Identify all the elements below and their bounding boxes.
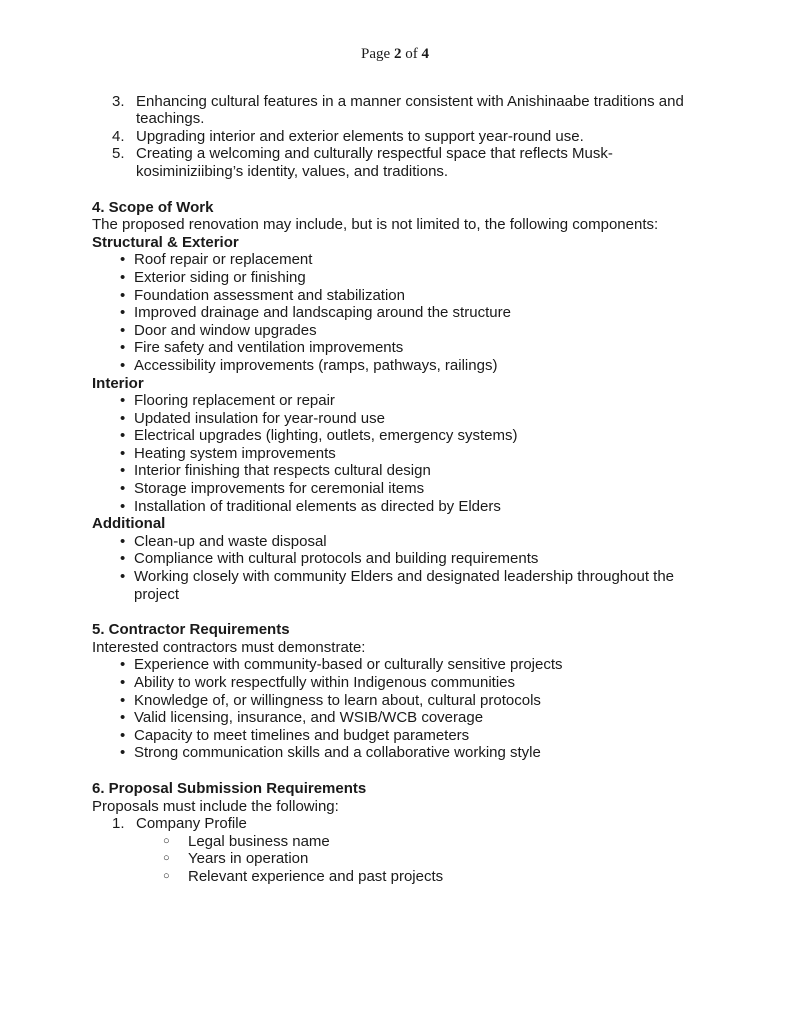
bullet-item xyxy=(92,480,698,498)
bullet-item xyxy=(92,392,698,410)
bullet-item xyxy=(92,357,698,375)
bullet-icon: • xyxy=(120,356,126,374)
bullet-item xyxy=(92,674,698,692)
bullet-item xyxy=(92,568,698,603)
bullet-item xyxy=(92,287,698,305)
bullet-text: Fire safety and ventilation improvements xyxy=(134,339,404,357)
list-item-text: Creating a welcoming and culturally respectful space that reflects Musk-kosiminiziibing’s identity, values, and traditions. xyxy=(136,145,613,180)
bullet-icon: • xyxy=(120,427,126,445)
contractor-intro-paragraph: Interested contractors must demonstrate: xyxy=(92,638,366,656)
bullet-item xyxy=(92,269,698,287)
bullet-text: Interior finishing that respects cultural design xyxy=(134,462,431,480)
bullet-icon: • xyxy=(120,744,126,762)
page-label-of: of xyxy=(401,46,422,62)
bullet-item xyxy=(92,692,698,710)
bullet-icon: • xyxy=(120,251,126,269)
page-total: 4 xyxy=(421,46,429,62)
bullet-item xyxy=(92,533,698,551)
bullet-item xyxy=(92,304,698,322)
list-number: 3. xyxy=(112,92,125,110)
bullet-text: Updated insulation for year-round use xyxy=(134,409,385,427)
bullet-text: Installation of traditional elements as directed by Elders xyxy=(134,497,501,515)
bullet-item xyxy=(92,550,698,568)
sub-bullet-item xyxy=(92,850,698,868)
bullet-text: Roof repair or replacement xyxy=(134,251,313,269)
numbered-list-item xyxy=(92,145,698,180)
subheading-additional: Additional xyxy=(92,515,166,533)
list-item-text: Company Profile xyxy=(136,815,247,833)
bullet-item xyxy=(92,709,698,727)
sub-bullet-text: Relevant experience and past projects xyxy=(188,867,444,885)
bullet-icon: • xyxy=(120,444,126,462)
list-item-text: Enhancing cultural features in a manner consistent with Anishinaabe traditions and teachings. xyxy=(136,92,684,128)
bullet-text: Valid licensing, insurance, and WSIB/WCB coverage xyxy=(134,709,484,727)
bullet-item xyxy=(92,744,698,762)
bullet-icon: • xyxy=(120,339,126,357)
list-number: 1. xyxy=(112,815,125,833)
bullet-icon: • xyxy=(120,709,126,727)
bullet-icon: • xyxy=(120,497,126,515)
bullet-text: Strong communication skills and a collaborative working style xyxy=(134,744,541,762)
bullet-item xyxy=(92,445,698,463)
list-item-text: Upgrading interior and exterior elements to support year-round use. xyxy=(136,127,584,145)
page-label-prefix: Page xyxy=(361,46,394,62)
proposal-intro-paragraph: Proposals must include the following: xyxy=(92,797,339,815)
bullet-item xyxy=(92,656,698,674)
bullet-text: Ability to work respectfully within Indigenous communities xyxy=(134,674,515,691)
numbered-list-item xyxy=(92,93,698,128)
bullet-icon: • xyxy=(120,321,126,339)
document-content xyxy=(92,93,698,886)
bullet-text: Electrical upgrades (lighting, outlets, emergency systems) xyxy=(134,427,518,445)
bullet-item xyxy=(92,727,698,745)
section-heading-contractor-requirements: 5. Contractor Requirements xyxy=(92,621,290,639)
bullet-icon: • xyxy=(120,674,126,691)
sub-bullet-item xyxy=(92,868,698,886)
circle-bullet-icon: ○ xyxy=(163,869,170,882)
sub-bullet-item xyxy=(92,833,698,851)
blank-line xyxy=(92,762,698,780)
bullet-item xyxy=(92,251,698,269)
bullet-text: Flooring replacement or repair xyxy=(134,392,335,410)
blank-line xyxy=(92,603,698,621)
circle-bullet-icon: ○ xyxy=(163,852,170,865)
bullet-icon: • xyxy=(120,304,126,322)
bullet-text: Working closely with community Elders and designated leadership throughout the project xyxy=(134,568,675,603)
bullet-icon: • xyxy=(120,392,126,410)
blank-line xyxy=(92,181,698,199)
bullet-text: Heating system improvements xyxy=(134,444,336,462)
circle-bullet-icon: ○ xyxy=(163,834,170,847)
numbered-list-item xyxy=(92,128,698,146)
bullet-text: Accessibility improvements (ramps, pathways, railings) xyxy=(134,356,498,374)
bullet-icon: • xyxy=(120,409,126,427)
subheading-structural-exterior: Structural & Exterior xyxy=(92,233,239,251)
sub-bullet-text: Years in operation xyxy=(188,850,309,868)
bullet-icon: • xyxy=(120,532,126,550)
bullet-text: Clean-up and waste disposal xyxy=(134,532,327,550)
bullet-item xyxy=(92,339,698,357)
bullet-text: Capacity to meet timelines and budget parameters xyxy=(134,726,470,744)
bullet-text: Compliance with cultural protocols and building requirements xyxy=(134,550,539,568)
bullet-icon: • xyxy=(120,568,126,586)
bullet-icon: • xyxy=(120,726,126,744)
bullet-icon: • xyxy=(120,480,126,498)
bullet-icon: • xyxy=(120,656,126,674)
sub-bullet-text: Legal business name xyxy=(188,832,330,850)
list-number: 5. xyxy=(112,145,125,163)
bullet-icon: • xyxy=(120,286,126,304)
page-number: 2 xyxy=(393,46,402,62)
bullet-item xyxy=(92,427,698,445)
bullet-text: Foundation assessment and stabilization xyxy=(134,286,405,304)
scope-intro-paragraph: The proposed renovation may include, but is not limited to, the following components: xyxy=(92,216,659,234)
bullet-item xyxy=(92,498,698,516)
bullet-item xyxy=(92,322,698,340)
bullet-text: Knowledge of, or willingness to learn about, cultural protocols xyxy=(134,691,541,709)
list-number: 4. xyxy=(112,127,125,145)
bullet-item xyxy=(92,462,698,480)
bullet-icon: • xyxy=(120,462,126,480)
section-heading-proposal-submission: 6. Proposal Submission Requirements xyxy=(92,779,367,797)
bullet-icon: • xyxy=(120,691,126,709)
bullet-text: Door and window upgrades xyxy=(134,321,317,339)
numbered-list-item xyxy=(92,815,698,833)
bullet-text: Storage improvements for ceremonial items xyxy=(134,480,425,498)
page-header xyxy=(92,46,698,64)
bullet-icon: • xyxy=(120,550,126,568)
bullet-item xyxy=(92,410,698,428)
bullet-text: Exterior siding or finishing xyxy=(134,268,306,286)
bullet-text: Experience with community-based or culturally sensitive projects xyxy=(134,656,563,674)
section-heading-scope-of-work: 4. Scope of Work xyxy=(92,198,214,216)
bullet-text: Improved drainage and landscaping around the structure xyxy=(134,304,511,322)
subheading-interior: Interior xyxy=(92,374,144,392)
bullet-icon: • xyxy=(120,268,126,286)
